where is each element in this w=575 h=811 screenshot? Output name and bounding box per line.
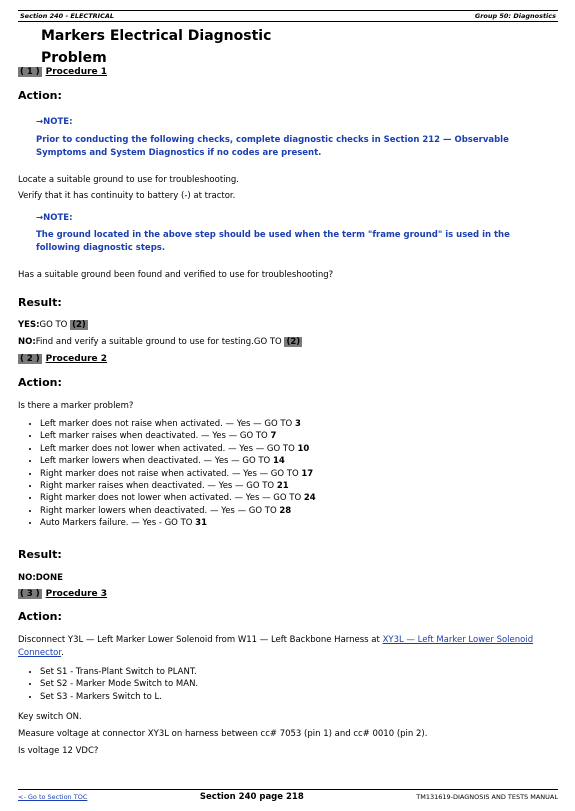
- section-toc-link[interactable]: <- Go to Section TOC: [18, 793, 88, 801]
- no-done-result: NO:DONE: [18, 573, 63, 583]
- question-text: Is there a marker problem?: [18, 401, 134, 411]
- list-item: • Right marker does not lower when activated. — Yes — GO TO 24: [40, 492, 316, 504]
- connector-link[interactable]: XY3L — Left Marker Lower Solenoid Connector: [18, 635, 534, 658]
- header-section: Section 240 - ELECTRICAL: [20, 12, 115, 20]
- question-text: Has a suitable ground been found and verified to use for troubleshooting?: [18, 270, 334, 280]
- page-footer: [18, 789, 558, 804]
- result-heading: Result:: [18, 296, 62, 309]
- no-result: [18, 337, 302, 347]
- procedure-number: ( 2 ): [20, 354, 40, 364]
- list-item: • Left marker does not raise when activated. — Yes — GO TO 3: [40, 418, 316, 430]
- note-body: Prior to conducting the following checks, complete diagnostic checks in Section 212 — Observable Symptoms and System Diagnostics if no codes are present.: [36, 135, 509, 158]
- list-item: • Left marker raises when deactivated. — Yes — GO TO 7: [40, 430, 316, 442]
- yes-result: [18, 320, 88, 330]
- list-item: • Right marker lowers when deactivated. — Yes — GO TO 28: [40, 505, 316, 517]
- list-item: • Left marker lowers when deactivated. — Yes — GO TO 14: [40, 455, 316, 467]
- note-body: The ground located in the above step should be used when the term "frame ground" is used in the following diagnostic steps.: [36, 230, 510, 253]
- list-item: • Right marker raises when deactivated. — Yes — GO TO 21: [40, 480, 316, 492]
- procedure-3-heading[interactable]: [18, 589, 107, 599]
- settings-list: [24, 666, 198, 703]
- goto-step-button[interactable]: (2): [72, 320, 86, 330]
- instruction-text: Verify that it has continuity to battery (-) at tractor.: [18, 191, 236, 201]
- disconnect-instruction: Disconnect Y3L — Left Marker Lower Solenoid from W11 — Left Backbone Harness at XY3L — Left Marker Lower Solenoid Connector.: [18, 635, 534, 658]
- question-text: Is voltage 12 VDC?: [18, 746, 99, 756]
- list-item: • Set S2 - Marker Mode Switch to MAN.: [40, 678, 198, 690]
- result-heading: Result:: [18, 548, 62, 561]
- instruction-text: Measure voltage at connector XY3L on harness between cc# 7053 (pin 1) and cc# 0010 (pin 2).: [18, 729, 428, 739]
- procedure-number: ( 3 ): [20, 589, 40, 599]
- procedure-1-heading[interactable]: [18, 67, 107, 77]
- instruction-text: Key switch ON.: [18, 712, 82, 722]
- note-heading: →NOTE:: [36, 213, 73, 223]
- yes-label: YES:: [18, 320, 40, 330]
- page-number: Section 240 page 218: [199, 792, 304, 802]
- symptom-list: [24, 418, 316, 530]
- procedure-link[interactable]: Procedure 2: [45, 354, 108, 364]
- action-heading: Action:: [18, 89, 62, 102]
- procedure-link[interactable]: Procedure 3: [45, 589, 108, 599]
- header-group: Group 50: Diagnostics: [474, 12, 556, 20]
- list-item: • Set S3 - Markers Switch to L.: [40, 691, 198, 703]
- yes-text: GO TO: [39, 320, 68, 330]
- procedure-link[interactable]: Procedure 1: [45, 67, 108, 77]
- action-heading: Action:: [18, 610, 62, 623]
- list-item: • Right marker does not raise when activated. — Yes — GO TO 17: [40, 468, 316, 480]
- goto-step-button[interactable]: (2): [286, 337, 301, 347]
- note-heading: →NOTE:: [36, 117, 73, 127]
- instruction-text: Locate a suitable ground to use for troubleshooting.: [18, 175, 240, 185]
- manual-id: TM131619-DIAGNOSIS AND TESTS MANUAL: [416, 793, 558, 801]
- procedure-number: ( 1 ): [20, 67, 40, 77]
- procedure-2-heading[interactable]: [18, 354, 107, 364]
- no-text: Find and verify a suitable ground to use for testing.GO TO: [35, 337, 282, 347]
- page-header: [18, 10, 558, 22]
- no-label: NO:: [18, 337, 36, 347]
- page-title: Markers Electrical Diagnostic Problem: [41, 28, 272, 66]
- list-item: • Auto Markers failure. — Yes - GO TO 31: [40, 517, 316, 529]
- action-heading: Action:: [18, 376, 62, 389]
- list-item: • Set S1 - Trans-Plant Switch to PLANT.: [40, 666, 198, 678]
- list-item: • Left marker does not lower when activated. — Yes — GO TO 10: [40, 443, 316, 455]
